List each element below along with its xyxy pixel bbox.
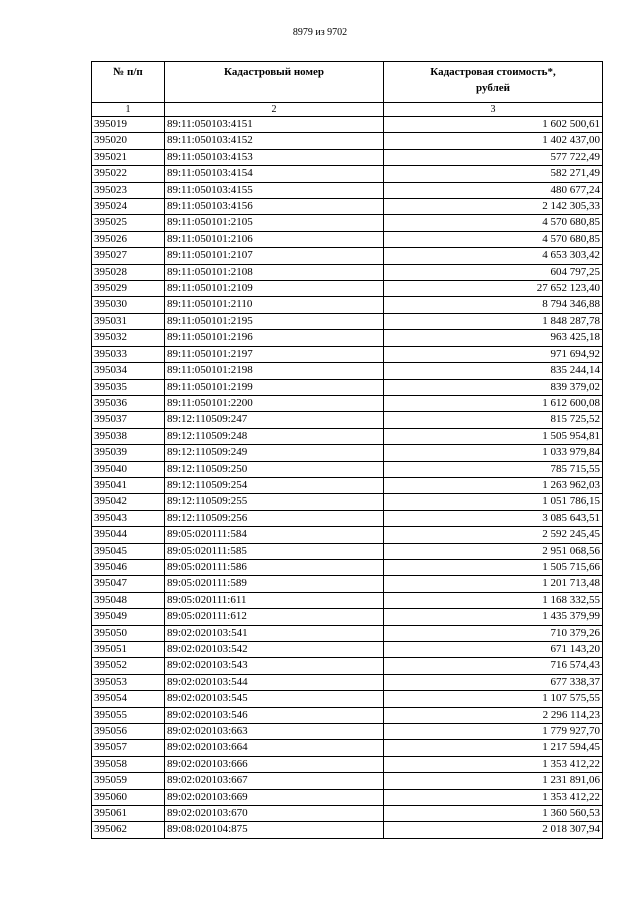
column-number: 1 [92,103,165,117]
row-index: 395051 [92,642,165,658]
cadastral-value: 716 574,43 [384,658,603,674]
table-row [92,625,603,641]
cadastral-value: 4 653 303,42 [384,248,603,264]
table-row [92,822,603,838]
table-row [92,182,603,198]
table-row [92,428,603,444]
cadastral-value: 2 592 245,45 [384,527,603,543]
table-row [92,559,603,575]
table-row [92,412,603,428]
row-index: 395028 [92,264,165,280]
row-index: 395049 [92,609,165,625]
table-row [92,543,603,559]
table-row [92,199,603,215]
cadastral-value: 1 168 332,55 [384,592,603,608]
cadastral-number: 89:11:050101:2196 [165,330,384,346]
cadastral-value: 1 505 954,81 [384,428,603,444]
table-row [92,379,603,395]
row-index: 395061 [92,806,165,822]
row-index: 395057 [92,740,165,756]
cadastral-number: 89:11:050103:4152 [165,133,384,149]
cadastral-value: 604 797,25 [384,264,603,280]
table-row [92,789,603,805]
cadastral-number: 89:02:020103:669 [165,789,384,805]
cadastral-number: 89:12:110509:255 [165,494,384,510]
row-index: 395046 [92,559,165,575]
cadastral-number: 89:12:110509:248 [165,428,384,444]
cadastral-number: 89:11:050101:2106 [165,231,384,247]
row-index: 395022 [92,166,165,182]
table-row [92,642,603,658]
cadastral-number: 89:02:020103:541 [165,625,384,641]
cadastral-number: 89:05:020111:612 [165,609,384,625]
cadastral-number: 89:11:050103:4154 [165,166,384,182]
cadastral-number: 89:11:050101:2197 [165,346,384,362]
table-row [92,806,603,822]
row-index: 395054 [92,691,165,707]
cadastral-value: 1 353 412,22 [384,789,603,805]
cadastral-value-table [91,61,603,839]
cadastral-number: 89:11:050101:2199 [165,379,384,395]
row-index: 395056 [92,724,165,740]
header-cadastral-value: Кадастровая стоимость*, рублей [384,62,603,103]
cadastral-value: 8 794 346,88 [384,297,603,313]
table-row [92,527,603,543]
row-index: 395050 [92,625,165,641]
row-index: 395024 [92,199,165,215]
row-index: 395019 [92,117,165,133]
table-row [92,740,603,756]
row-index: 395034 [92,363,165,379]
cadastral-value: 577 722,49 [384,149,603,165]
cadastral-value: 4 570 680,85 [384,215,603,231]
cadastral-number: 89:05:020111:585 [165,543,384,559]
cadastral-value: 677 338,37 [384,674,603,690]
cadastral-value: 1 051 786,15 [384,494,603,510]
cadastral-number: 89:05:020111:584 [165,527,384,543]
table-row [92,674,603,690]
cadastral-number: 89:05:020111:611 [165,592,384,608]
page-number: 8979 из 9702 [292,27,348,38]
cadastral-value: 835 244,14 [384,363,603,379]
header-row [92,62,603,103]
cadastral-value: 2 018 307,94 [384,822,603,838]
table-body [92,117,603,839]
cadastral-number: 89:02:020103:666 [165,756,384,772]
cadastral-value: 971 694,92 [384,346,603,362]
row-index: 395033 [92,346,165,362]
table-row [92,658,603,674]
cadastral-number: 89:02:020103:543 [165,658,384,674]
header-cadastral-number: Кадастровый номер [165,62,384,103]
cadastral-number: 89:02:020103:664 [165,740,384,756]
row-index: 395058 [92,756,165,772]
cadastral-value: 1 612 600,08 [384,395,603,411]
cadastral-value: 1 107 575,55 [384,691,603,707]
table-row [92,724,603,740]
cadastral-number: 89:02:020103:670 [165,806,384,822]
cadastral-value: 1 435 379,99 [384,609,603,625]
table-row [92,461,603,477]
table-row [92,477,603,493]
cadastral-value: 1 201 713,48 [384,576,603,592]
row-index: 395038 [92,428,165,444]
row-index: 395042 [92,494,165,510]
cadastral-number: 89:11:050101:2105 [165,215,384,231]
row-index: 395052 [92,658,165,674]
cadastral-number: 89:11:050101:2195 [165,313,384,329]
cadastral-number: 89:11:050103:4153 [165,149,384,165]
row-index: 395045 [92,543,165,559]
row-index: 395031 [92,313,165,329]
cadastral-number: 89:12:110509:254 [165,477,384,493]
cadastral-value: 1 779 927,70 [384,724,603,740]
table-row [92,149,603,165]
table-row [92,445,603,461]
cadastral-value: 1 353 412,22 [384,756,603,772]
cadastral-number: 89:12:110509:247 [165,412,384,428]
row-index: 395059 [92,773,165,789]
cadastral-value: 1 505 715,66 [384,559,603,575]
cadastral-value: 1 033 979,84 [384,445,603,461]
cadastral-number: 89:02:020103:545 [165,691,384,707]
cadastral-number: 89:11:050101:2200 [165,395,384,411]
cadastral-number: 89:11:050103:4151 [165,117,384,133]
cadastral-value: 2 142 305,33 [384,199,603,215]
cadastral-value: 582 271,49 [384,166,603,182]
cadastral-value: 815 725,52 [384,412,603,428]
cadastral-number: 89:05:020111:589 [165,576,384,592]
row-index: 395020 [92,133,165,149]
cadastral-value: 2 296 114,23 [384,707,603,723]
table-row [92,313,603,329]
table-row [92,231,603,247]
cadastral-value: 710 379,26 [384,625,603,641]
table-row [92,395,603,411]
table-row [92,691,603,707]
cadastral-value: 785 715,55 [384,461,603,477]
row-index: 395039 [92,445,165,461]
table-row [92,166,603,182]
cadastral-number: 89:11:050103:4155 [165,182,384,198]
row-index: 395044 [92,527,165,543]
row-index: 395029 [92,281,165,297]
cadastral-value: 963 425,18 [384,330,603,346]
row-index: 395027 [92,248,165,264]
table-row [92,576,603,592]
cadastral-value: 3 085 643,51 [384,510,603,526]
cadastral-number: 89:08:020104:875 [165,822,384,838]
row-index: 395048 [92,592,165,608]
row-index: 395060 [92,789,165,805]
cadastral-number: 89:02:020103:667 [165,773,384,789]
cadastral-number: 89:11:050101:2110 [165,297,384,313]
table-row [92,215,603,231]
cadastral-value: 480 677,24 [384,182,603,198]
cadastral-number: 89:02:020103:546 [165,707,384,723]
row-index: 395026 [92,231,165,247]
cadastral-number: 89:12:110509:250 [165,461,384,477]
table-row [92,330,603,346]
cadastral-value: 4 570 680,85 [384,231,603,247]
table-row [92,133,603,149]
cadastral-value: 1 848 287,78 [384,313,603,329]
table-row [92,248,603,264]
table-row [92,297,603,313]
row-index: 395053 [92,674,165,690]
cadastral-number: 89:12:110509:256 [165,510,384,526]
cadastral-value: 1 231 891,06 [384,773,603,789]
row-index: 395047 [92,576,165,592]
table-row [92,707,603,723]
table-row [92,494,603,510]
table-row [92,592,603,608]
cadastral-value: 1 360 560,53 [384,806,603,822]
table-row [92,281,603,297]
column-number-row [92,103,603,117]
header-index: № п/п [92,62,165,103]
table-row [92,346,603,362]
table-row [92,510,603,526]
column-number: 3 [384,103,603,117]
row-index: 395055 [92,707,165,723]
table-row [92,117,603,133]
cadastral-value: 1 217 594,45 [384,740,603,756]
cadastral-number: 89:11:050101:2198 [165,363,384,379]
table-row [92,609,603,625]
row-index: 395036 [92,395,165,411]
row-index: 395023 [92,182,165,198]
table-row [92,264,603,280]
row-index: 395032 [92,330,165,346]
cadastral-number: 89:11:050101:2108 [165,264,384,280]
cadastral-number: 89:02:020103:542 [165,642,384,658]
table-row [92,756,603,772]
cadastral-number: 89:05:020111:586 [165,559,384,575]
column-number: 2 [165,103,384,117]
cadastral-value: 1 602 500,61 [384,117,603,133]
cadastral-number: 89:02:020103:544 [165,674,384,690]
cadastral-value: 1 263 962,03 [384,477,603,493]
row-index: 395037 [92,412,165,428]
row-index: 395041 [92,477,165,493]
cadastral-number: 89:11:050101:2109 [165,281,384,297]
cadastral-number: 89:11:050103:4156 [165,199,384,215]
row-index: 395021 [92,149,165,165]
row-index: 395043 [92,510,165,526]
cadastral-value: 27 652 123,40 [384,281,603,297]
row-index: 395030 [92,297,165,313]
table-row [92,363,603,379]
row-index: 395025 [92,215,165,231]
cadastral-value: 671 143,20 [384,642,603,658]
cadastral-value: 1 402 437,00 [384,133,603,149]
cadastral-value: 2 951 068,56 [384,543,603,559]
cadastral-value: 839 379,02 [384,379,603,395]
table-row [92,773,603,789]
row-index: 395035 [92,379,165,395]
row-index: 395062 [92,822,165,838]
cadastral-number: 89:02:020103:663 [165,724,384,740]
cadastral-number: 89:12:110509:249 [165,445,384,461]
row-index: 395040 [92,461,165,477]
cadastral-number: 89:11:050101:2107 [165,248,384,264]
